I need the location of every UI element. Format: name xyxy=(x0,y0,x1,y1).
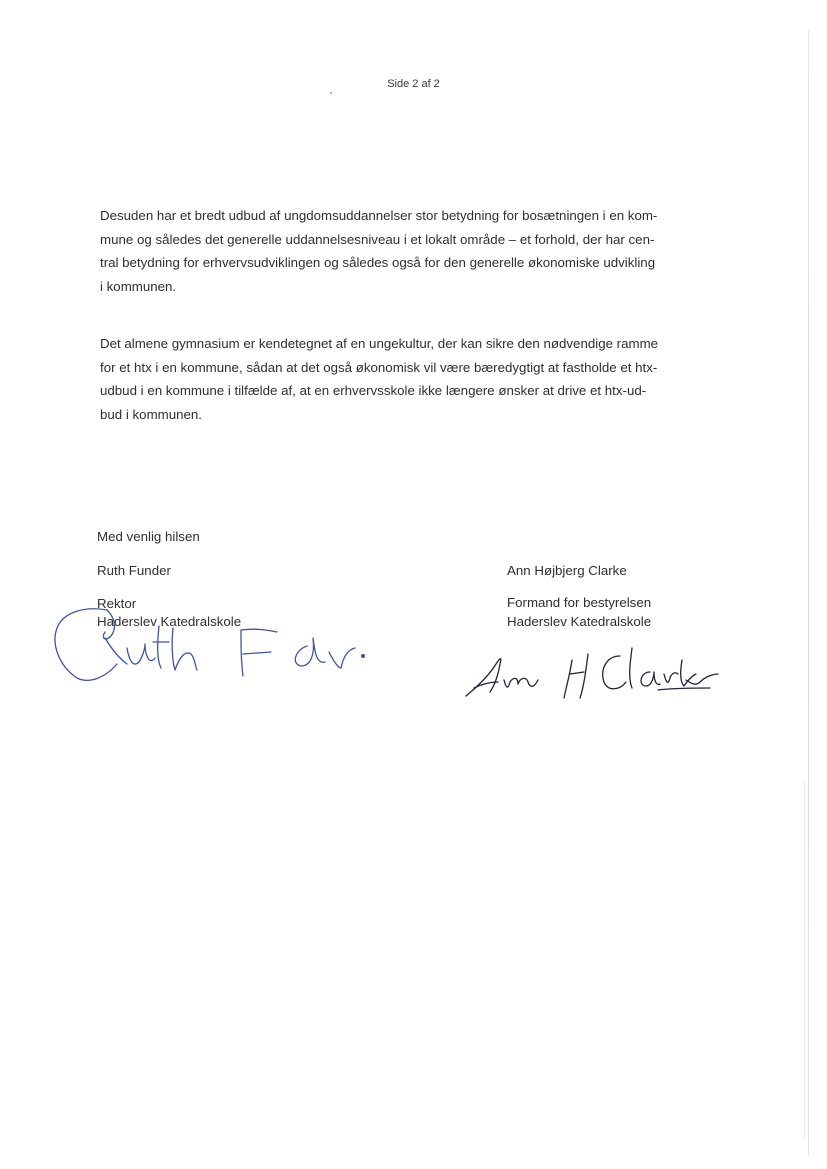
paragraph-line: tral betydning for erhvervsudviklingen og således også for den generelle økonomiske udvikling xyxy=(100,255,656,270)
paragraph-line: udbud i en kommune i tilfælde af, at en erhvervsskole ikke længere ønsker at drive et htx-ud- xyxy=(100,383,647,398)
scan-edge-line xyxy=(804,780,805,1140)
left-signatory-name: Ruth Funder xyxy=(97,563,171,578)
paragraph-line: i kommunen. xyxy=(100,278,177,294)
left-handwritten-signature xyxy=(45,598,375,683)
paragraph-line: Det almene gymnasium er kendetegnet af en ungekultur, der kan sikre den nødvendige ramme xyxy=(100,336,659,351)
paragraph-line: bud i kommunen. xyxy=(100,406,202,422)
closing-greeting: Med venlig hilsen xyxy=(97,529,200,544)
page-number: Side 2 af 2 xyxy=(387,78,440,90)
right-handwritten-signature xyxy=(460,630,720,710)
paragraph-line: Desuden har et bredt udbud af ungdomsuddannelser stor betydning for bosætningen i en kom- xyxy=(100,208,658,223)
scan-speck xyxy=(330,92,332,94)
right-signatory-organization: Haderslev Katedralskole xyxy=(507,614,652,629)
paragraph-1 xyxy=(100,204,730,298)
paragraph-line: for et htx i en kommune, sådan at det også økonomisk vil være bæredygtigt at fastholde et htx- xyxy=(100,359,658,375)
left-signatory-title: Rektor xyxy=(97,596,137,611)
right-signatory-title: Formand for bestyrelsen xyxy=(507,595,652,610)
paragraph-line: mune og således det generelle uddannelsesniveau i et lokalt område – et forhold, der har cen- xyxy=(100,231,655,247)
paragraph-2 xyxy=(100,332,730,426)
right-signatory-name: Ann Højbjerg Clarke xyxy=(507,563,627,578)
left-signatory-organization: Haderslev Katedralskole xyxy=(97,614,242,629)
scan-edge-line xyxy=(808,30,809,1155)
